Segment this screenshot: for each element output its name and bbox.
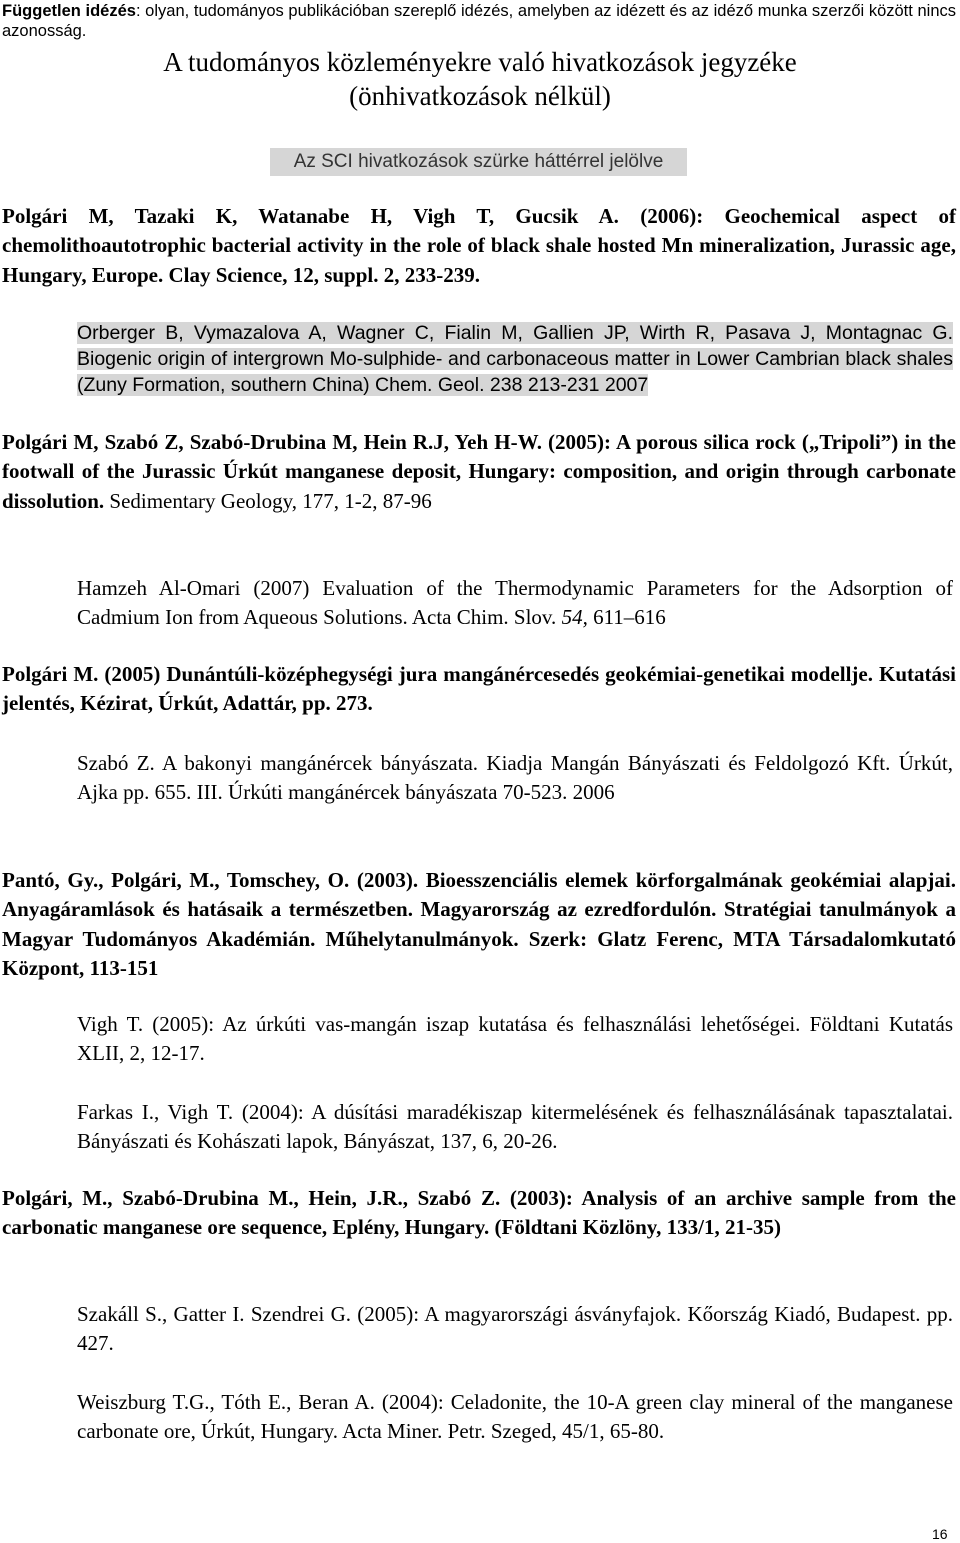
citing-entry: Vigh T. (2005): Az úrkúti vas-mangán iszap kutatása és felhasználási lehetőségei. Földtani Kutatás XLII, 2, 12-17. <box>77 1012 953 1065</box>
citing-entry: Farkas I., Vigh T. (2004): A dúsítási maradékiszap kitermelésének és felhasználásának tapasztalatai. Bányászati és Kohászati lapok, Bányászat, 137, 6, 20-26. <box>77 1100 953 1153</box>
page-title: A tudományos közleményekre való hivatkozások jegyzéke <box>163 47 797 77</box>
citing-entry: Szabó Z. A bakonyi mangánércek bányászata. Kiadja Mangán Bányászati és Feldolgozó Kft. Úrkút, Ajka pp. 655. III. Úrkúti mangánércek bányászata 70-523. 2006 <box>77 751 953 804</box>
citing-entry-text: Orberger B, Vymazalova A, Wagner C, Fialin M, Gallien JP, Wirth R, Pasava J, Montagnac G. Biogenic origin of intergrown Mo-sulphide- and carbonaceous matter in Lower Cambrian black shales (Zuny Formation, southern China) Chem. Geol. 238 213-231 2007 <box>77 322 953 396</box>
reference-entry: Polgári M, Tazaki K, Watanabe H, Vigh T, Gucsik A. (2006): Geochemical aspect of chemolithoautotrophic bacterial activity in the role of black shale hosted Mn mineralization, Jurassic age, Hungary, Europe. Clay Science, 12, suppl. 2, 233-239. <box>2 204 956 287</box>
reference-entry: Polgári M. (2005) Dunántúli-középhegységi jura mangánércesedés geokémiai-genetikai modellje. Kutatási jelentés, Kézirat, Úrkút, Adattár, pp. 273. <box>2 662 956 716</box>
intro-term: Független idézés <box>2 2 136 20</box>
reference-entry <box>2 428 956 516</box>
citing-entry-volume: 54, <box>561 605 588 629</box>
page-number: 16 <box>932 1526 948 1542</box>
citing-entry <box>77 574 953 632</box>
citing-entry-text: Hamzeh Al-Omari (2007) Evaluation of the Thermodynamic Parameters for the Adsorption of Cadmium Ion from Aqueous Solutions. Acta Chim. Slov. <box>77 576 953 629</box>
citing-entry: Szakáll S., Gatter I. Szendrei G. (2005): A magyarországi ásványfajok. Kőország Kiadó, Budapest. pp. 427. <box>77 1302 953 1355</box>
sci-legend-note: Az SCI hivatkozások szürke háttérrel jelölve <box>270 148 687 176</box>
citing-entry-sci <box>77 320 953 398</box>
reference-entry: Polgári, M., Szabó-Drubina M., Hein, J.R., Szabó Z. (2003): Analysis of an archive sample from the carbonatic manganese ore sequence, Eplény, Hungary. (Földtani Közlöny, 133/1, 21-35) <box>2 1186 956 1240</box>
citing-entry: Weiszburg T.G., Tóth E., Beran A. (2004): Celadonite, the 10-A green clay mineral of the manganese carbonate ore, Úrkút, Hungary. Acta Miner. Petr. Szeged, 45/1, 65-80. <box>77 1390 953 1443</box>
reference-entry-journal: Sedimentary Geology, 177, 1-2, 87-96 <box>104 488 432 513</box>
citing-entry-pages: 611–616 <box>587 605 666 629</box>
reference-entry-title: Polgári M, Szabó Z, Szabó-Drubina M, Hein R.J, Yeh H-W. (2005): A porous silica rock („Tripoli”) in the footwall of the Jurassic Úrkút manganese deposit, Hungary: composition, and origin through carbonate dissolution. <box>2 430 956 513</box>
page-subtitle: (önhivatkozások nélkül) <box>349 81 611 111</box>
intro-text: : olyan, tudományos publikációban szereplő idézés, amelyben az idézett és az idéző munka szerzői között nincs azonosság. <box>2 2 957 40</box>
reference-entry: Pantó, Gy., Polgári, M., Tomschey, O. (2003). Bioesszenciális elemek körforgalmának geokémiai alapjai. Anyagáramlások és hatásaik a természetben. Magyarország az ezredfordulón. Stratégiai tanulmányok a Magyar Tudományos Akadémián. Műhelytanulmányok. Szerk: Glatz Ferenc, MTA Társadalomkutató Központ, 113-151 <box>2 868 956 981</box>
intro-definition <box>2 1 956 41</box>
